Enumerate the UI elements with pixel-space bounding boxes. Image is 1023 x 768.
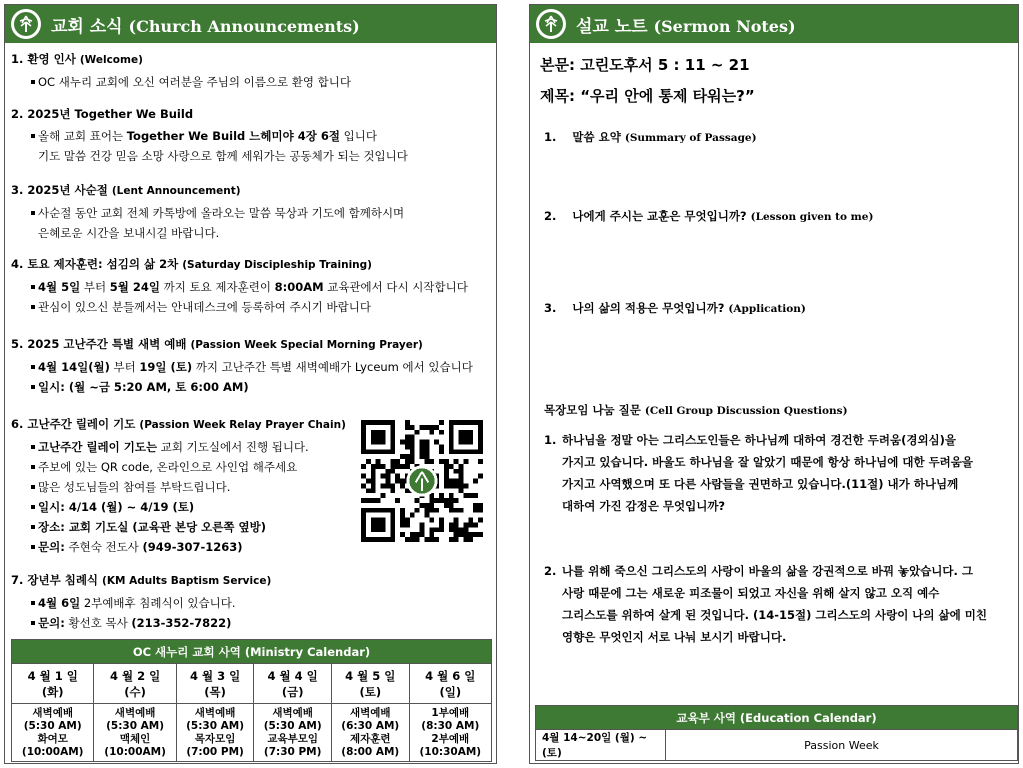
section-welcome xyxy=(11,51,491,92)
discussion-question-1: 1. 하나님을 정말 아는 그리스도인들은 하나님께 대하여 경건한 두려움(경외심)을 가지고 있습니다. 바울도 하나님을 잘 알았기 때문에 항상 하나님에 대한 두려움을 가지고 사역했으며 또 다른 사람들을 권면하고 있습니다.(11절) 내가 하나님께 대하여 가진 감정은 무엇입니까? xyxy=(544,433,973,513)
announcement-line: 문의: 황선호 목사 (213-352-7822) xyxy=(11,613,491,633)
education-calendar xyxy=(535,705,1018,761)
section-baptism xyxy=(11,572,491,633)
announcements-title: 교회 소식 (Church Announcements) xyxy=(51,16,360,37)
announcement-line: 일시: (월 ~금 5:20 AM, 토 6:00 AM) xyxy=(11,377,491,397)
calendar-day-header: 4 월 5 일 (토) xyxy=(331,664,409,704)
education-calendar-title: 교육부 사역 (Education Calendar) xyxy=(536,706,1018,730)
sermon-title: 설교 노트 (Sermon Notes) xyxy=(576,16,796,37)
calendar-day-events: 새벽예배 (5:30 AM) 화여모 (10:00AM) xyxy=(12,704,94,762)
section-passion-week-prayer xyxy=(11,336,491,397)
announcements-panel xyxy=(4,4,497,764)
sermon-subject: 제목: “우리 안에 통제 타워는?” xyxy=(540,87,755,105)
section-title: 7. 장년부 침례식 (KM Adults Baptism Service) xyxy=(11,573,272,587)
calendar-day-events: 새벽예배 (5:30 AM) 교육부모임 (7:30 PM) xyxy=(254,704,332,762)
section-title: 1. 환영 인사 (Welcome) xyxy=(11,52,143,66)
announcement-line: 기도 말씀 건강 믿음 소망 사랑으로 함께 세워가는 공동체가 되는 것입니다 xyxy=(38,149,408,163)
announcement-line: 고난주간 릴레이 기도는 교회 기도실에서 진행 됩니다. xyxy=(11,437,491,457)
sermon-notes-panel xyxy=(529,4,1019,764)
sermon-passage: 본문: 고린도후서 5 : 11 ~ 21 xyxy=(540,56,750,74)
discussion-question-2: 2. 나를 위해 죽으신 그리스도의 사랑이 바울의 삶을 강권적으로 바꿔 놓았습니다. 그 사랑 때문에 그는 새로운 피조물이 되었고 자신을 위해 살지 않고 오직 예수 그리스도를 위하여 살게 된 것입니다. (14-15절) 그리스도의 사랑이 나의 삶에 미친 영향은 무엇인지 서로 나눠 보시기 바랍니다. xyxy=(544,564,987,644)
sermon-header xyxy=(530,5,1018,43)
announcements-header xyxy=(5,5,496,43)
calendar-day-header: 4 월 2 일 (수) xyxy=(94,664,176,704)
calendar-day-events: 새벽예배 (6:30 AM) 제자훈련 (8:00 AM) xyxy=(331,704,409,762)
ministry-calendar xyxy=(11,639,492,762)
announcement-line: 올해 교회 표어는 Together We Build 느헤미야 4장 6절 입니다 xyxy=(11,126,491,146)
section-lent xyxy=(11,182,491,243)
calendar-title: OC 새누리 교회 사역 (Ministry Calendar) xyxy=(12,640,492,664)
announcement-line: 문의: 주현숙 전도사 (949-307-1263) xyxy=(11,537,491,557)
announcement-line: 사순절 동안 교회 전체 카톡방에 올라오는 말씀 묵상과 기도에 함께하시며 xyxy=(11,203,491,223)
calendar-day-events: 새벽예배 (5:30 AM) 목자모임 (7:00 PM) xyxy=(176,704,254,762)
section-title: 3. 2025년 사순절 (Lent Announcement) xyxy=(11,183,241,197)
calendar-day-events: 새벽예배 (5:30 AM) 맥체인 (10:00AM) xyxy=(94,704,176,762)
calendar-day-events: 1부예배 (8:30 AM) 2부예배 (10:30AM) xyxy=(409,704,491,762)
section-title: 2. 2025년 Together We Build xyxy=(11,107,194,121)
calendar-day-header: 4 월 4 일 (금) xyxy=(254,664,332,704)
question-application: 3. 나의 삶의 적용은 무엇입니까? (Application) xyxy=(544,301,806,315)
announcement-line: OC 새누리 교회에 오신 여러분을 주님의 이름으로 환영 합니다 xyxy=(11,72,491,92)
section-title: 4. 토요 제자훈련: 섬김의 삶 2차 (Saturday Discipleship Training) xyxy=(11,257,372,271)
announcement-line: 4월 5일 부터 5월 24일 까지 토요 제자훈련이 8:00AM 교육관에서 다시 시작합니다 xyxy=(11,277,491,297)
section-discipleship xyxy=(11,256,491,317)
question-lesson: 2. 나에게 주시는 교훈은 무엇입니까? (Lesson given to me) xyxy=(544,209,874,223)
church-tree-logo-icon xyxy=(536,9,566,39)
announcement-line: 장소: 교회 기도실 (교육관 본당 오른쪽 옆방) xyxy=(11,517,491,537)
calendar-day-header: 4 월 3 일 (목) xyxy=(176,664,254,704)
section-title: 6. 고난주간 릴레이 기도 (Passion Week Relay Prayer Chain) xyxy=(11,417,346,431)
question-summary: 1. 말씀 요약 (Summary of Passage) xyxy=(544,130,757,144)
calendar-day-header: 4 월 1 일 (화) xyxy=(12,664,94,704)
cell-group-title: 목장모임 나눔 질문 (Cell Group Discussion Questions) xyxy=(544,403,848,417)
church-tree-logo-icon xyxy=(11,9,41,39)
announcement-line: 일시: 4/14 (월) ~ 4/19 (토) xyxy=(11,497,491,517)
education-event: Passion Week xyxy=(666,730,1018,761)
announcement-line: 관심이 있으신 분들께서는 안내데스크에 등록하여 주시기 바랍니다 xyxy=(11,297,491,317)
education-date: 4월 14~20일 (월) ~ (토) xyxy=(536,730,666,761)
announcement-line: 4월 6일 2부예배후 침례식이 있습니다. xyxy=(11,593,491,613)
section-together-we-build xyxy=(11,106,491,166)
section-title: 5. 2025 고난주간 특별 새벽 예배 (Passion Week Special Morning Prayer) xyxy=(11,337,423,351)
announcement-line: 은혜로운 시간을 보내시길 바랍니다. xyxy=(38,226,220,240)
calendar-day-header: 4 월 6 일 (일) xyxy=(409,664,491,704)
announcement-line: 주보에 있는 QR code, 온라인으로 사인업 해주세요 xyxy=(11,457,491,477)
qr-code-icon[interactable] xyxy=(361,419,483,543)
announcement-line: 4월 14일(월) 부터 19일 (토) 까지 고난주간 특별 새벽예배가 Lyceum 에서 있습니다 xyxy=(11,357,491,377)
announcement-line: 많은 성도님들의 참여를 부탁드립니다. xyxy=(11,477,491,497)
